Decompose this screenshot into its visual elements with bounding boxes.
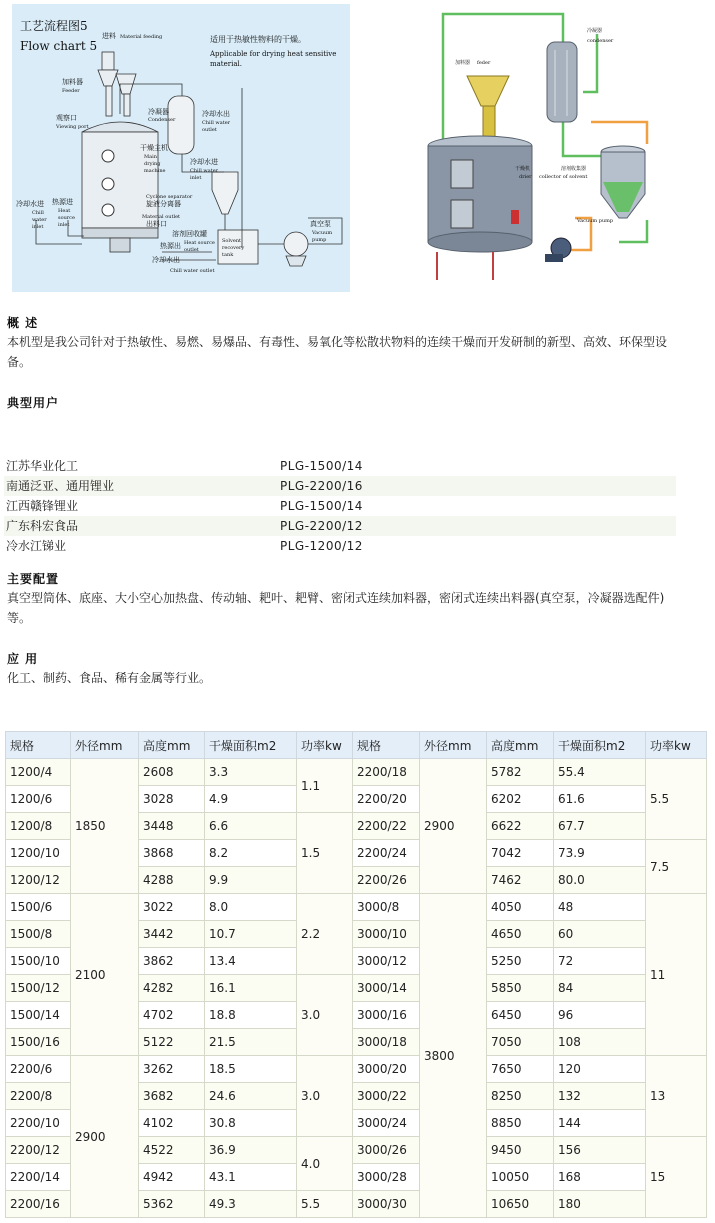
table-cell: 1500/8 [6,921,71,948]
table-cell: 180 [554,1191,646,1218]
table-cell: 3000/16 [353,1002,420,1029]
user-name: 南通泛亚、通用锂业 [6,479,115,493]
label-condenser-cn: 冷凝器 [148,108,169,116]
table-cell: 4282 [139,975,205,1002]
label-vacuum-cn: 真空泵 [310,220,331,228]
label-feed-cn: 进料 [102,32,116,40]
condenser-graphic [168,96,194,154]
label-chill-outlet2-en: Chill water outlet [170,268,215,274]
table-cell: 3868 [139,840,205,867]
table-cell: 1.1 [297,759,353,813]
table-cell: 6202 [487,786,554,813]
table-cell: 1500/14 [6,1002,71,1029]
table-cell: 2100 [71,894,139,1056]
user-model: PLG-2200/16 [280,479,363,493]
eq-condenser-cn: 冷凝器 [587,28,603,34]
table-cell: 4050 [487,894,554,921]
table-cell: 1200/6 [6,786,71,813]
table-cell: 1500/10 [6,948,71,975]
table-cell: 8850 [487,1110,554,1137]
table-cell: 96 [554,1002,646,1029]
config-text-line-1: 真空型筒体、底座、大小空心加热盘、传动轴、耙叶、耙臂、密闭式连续加料器，密闭式连续出料器(真空泵，冷凝器选配件) [7,591,665,605]
application-text: 化工、制药、食品、稀有金属等行业。 [7,671,212,685]
table-cell: 10050 [487,1164,554,1191]
drier-graphic-3d [428,136,532,280]
user-model: PLG-2200/12 [280,519,363,533]
overview-text [7,332,672,372]
table-cell: 18.5 [205,1056,297,1083]
vacuum-pump-graphic [284,232,308,266]
condenser-graphic-3d [547,42,577,122]
table-cell: 5850 [487,975,554,1002]
table-cell: 84 [554,975,646,1002]
table-cell: 132 [554,1083,646,1110]
flow-chart-diagram [12,4,350,292]
label-cyclone-en: Cyclone separator [146,194,193,200]
table-cell: 15 [646,1137,707,1218]
label-solvent-en-2: recovery [222,245,245,251]
table-cell: 2900 [420,759,487,894]
table-cell: 6622 [487,813,554,840]
col-header: 干燥面积m2 [554,732,646,759]
label-heat-inlet-en-3: inlet [58,222,70,228]
table-cell: 3442 [139,921,205,948]
overview-text-line-1: 本机型是我公司针对于热敏性、易燃、易爆品、有毒性、易氧化等松散状物料的连续干燥而开发研制的新型、高效、环保型设 [7,335,668,349]
table-cell: 2200/12 [6,1137,71,1164]
label-heat-source-outlet-en-1: Heat source [184,240,215,246]
table-cell: 7462 [487,867,554,894]
label-chill-outlet-en-2: outlet [202,127,217,133]
table-cell: 120 [554,1056,646,1083]
col-header: 外径mm [420,732,487,759]
flow-chart-desc-en-1: Applicable for drying heat sensitive [210,50,337,58]
label-chill-inlet-en-1: Chill water [190,168,219,174]
table-cell: 3028 [139,786,205,813]
label-left-chill-en-1: Chill [32,210,44,216]
table-cell: 3682 [139,1083,205,1110]
table-cell: 5782 [487,759,554,786]
table-cell: 3.0 [297,975,353,1056]
table-cell: 2200/10 [6,1110,71,1137]
table-cell: 3022 [139,894,205,921]
table-cell: 4522 [139,1137,205,1164]
spec-header-row [6,732,707,759]
table-cell: 1500/6 [6,894,71,921]
label-vacuum-en-2: pump [312,237,327,243]
table-cell: 30.8 [205,1110,297,1137]
label-chill-outlet-cn: 冷却水出 [202,110,230,118]
table-cell: 5362 [139,1191,205,1218]
table-cell: 2200/22 [353,813,420,840]
table-cell: 10650 [487,1191,554,1218]
label-main-en-2: drying [144,161,161,167]
table-cell: 144 [554,1110,646,1137]
table-cell: 80.0 [554,867,646,894]
col-header: 高度mm [487,732,554,759]
table-cell: 3000/8 [353,894,420,921]
table-cell: 3000/18 [353,1029,420,1056]
eq-condenser-en: condenser [587,38,614,44]
overview-text-line-2: 备。 [7,355,32,369]
table-cell: 3000/24 [353,1110,420,1137]
table-cell: 3000/10 [353,921,420,948]
table-cell: 8.2 [205,840,297,867]
label-heat-source-outlet-cn: 热源出 [160,242,181,250]
label-material-outlet-en: Material outlet [142,214,181,220]
overview-title: 概 述 [7,316,39,330]
label-main-en-1: Main [144,154,157,160]
table-row [6,759,707,786]
cyclone-graphic [212,172,238,214]
label-left-chill-cn: 冷却水进 [16,200,44,208]
feeder-graphic-3d [467,76,509,142]
table-cell: 3.0 [297,1056,353,1137]
table-cell: 3862 [139,948,205,975]
list-item [4,516,676,536]
table-cell: 36.9 [205,1137,297,1164]
table-cell: 4702 [139,1002,205,1029]
table-cell: 7050 [487,1029,554,1056]
flow-chart-desc-cn: 适用于热敏性物料的干燥。 [210,35,306,44]
label-chill-outlet-en-1: Chill water [202,120,231,126]
table-cell: 5122 [139,1029,205,1056]
typical-users-title: 典型用户 [7,396,60,410]
table-cell: 3.3 [205,759,297,786]
label-solvent-cn: 溶剂回收罐 [172,230,207,238]
table-cell: 2200/14 [6,1164,71,1191]
label-chill-outlet2-cn: 冷却水出 [152,256,180,264]
table-cell: 4.9 [205,786,297,813]
label-chill-inlet-en-2: inlet [190,175,202,181]
label-heat-source-outlet-en-2: outlet [184,247,199,253]
col-header: 规格 [353,732,420,759]
label-feeder-en: Feeder [62,88,80,94]
table-cell: 3262 [139,1056,205,1083]
label-viewing-port-en: Viewing port [56,124,89,130]
table-cell: 1200/12 [6,867,71,894]
user-name: 江苏华业化工 [6,459,79,473]
table-cell: 61.6 [554,786,646,813]
table-cell: 13.4 [205,948,297,975]
table-cell: 6450 [487,1002,554,1029]
table-row [6,1056,707,1083]
table-cell: 2608 [139,759,205,786]
list-item [4,536,676,556]
table-cell: 4650 [487,921,554,948]
table-cell: 11 [646,894,707,1056]
application-title: 应 用 [7,652,39,666]
list-item [4,456,676,476]
label-cyclone-cn: 旋液分离器 [146,200,181,208]
typical-users-list [4,456,676,556]
table-cell: 7650 [487,1056,554,1083]
table-cell: 3448 [139,813,205,840]
label-heat-inlet-en-2: source [58,215,75,221]
user-model: PLG-1200/12 [280,539,363,553]
table-cell: 2200/8 [6,1083,71,1110]
user-model: PLG-1500/14 [280,499,363,513]
table-cell: 3000/22 [353,1083,420,1110]
label-material-feeding: Material feeding [120,34,163,40]
flow-chart-title-en: Flow chart 5 [20,39,98,53]
table-cell: 3800 [420,894,487,1218]
table-cell: 2200/16 [6,1191,71,1218]
label-feeder-cn: 加料器 [62,78,83,86]
table-cell: 108 [554,1029,646,1056]
flow-chart-title-cn: 工艺流程图5 [20,19,88,33]
table-cell: 18.8 [205,1002,297,1029]
table-cell: 1500/12 [6,975,71,1002]
flow-chart-desc-en-2: material. [210,60,242,68]
label-chill-inlet-cn: 冷却水进 [190,158,218,166]
table-cell: 8250 [487,1083,554,1110]
label-solvent-en-3: tank [222,252,234,258]
table-cell: 49.3 [205,1191,297,1218]
vacuum-pump-graphic-3d [545,238,571,262]
table-cell: 60 [554,921,646,948]
table-cell: 3000/12 [353,948,420,975]
table-cell: 5.5 [646,759,707,840]
table-cell: 73.9 [554,840,646,867]
table-cell: 6.6 [205,813,297,840]
label-left-chill-en-2: water [32,217,47,223]
table-cell: 7.5 [646,840,707,894]
table-cell: 2200/20 [353,786,420,813]
table-cell: 2200/24 [353,840,420,867]
table-cell: 4102 [139,1110,205,1137]
table-cell: 7042 [487,840,554,867]
table-cell: 3000/28 [353,1164,420,1191]
eq-drier-cn: 干燥机 [515,166,531,172]
table-cell: 168 [554,1164,646,1191]
col-header: 高度mm [139,732,205,759]
user-model: PLG-1500/14 [280,459,363,473]
table-cell: 24.6 [205,1083,297,1110]
label-material-outlet-cn: 出料口 [146,220,167,228]
label-condenser-en: Condenser [148,117,176,123]
eq-feeder-en: feder [477,60,491,66]
table-cell: 16.1 [205,975,297,1002]
table-cell: 1200/4 [6,759,71,786]
table-cell: 2200/26 [353,867,420,894]
label-heat-inlet-cn: 热源进 [52,198,73,206]
main-dryer-graphic [82,122,158,252]
col-header: 外径mm [71,732,139,759]
collector-graphic-3d [601,146,645,218]
table-cell: 9450 [487,1137,554,1164]
user-name: 冷水江锑业 [6,539,67,553]
table-cell: 156 [554,1137,646,1164]
table-cell: 67.7 [554,813,646,840]
table-cell: 2900 [71,1056,139,1218]
table-cell: 4942 [139,1164,205,1191]
table-cell: 1200/8 [6,813,71,840]
config-text-line-2: 等。 [7,611,32,625]
list-item [4,496,676,516]
label-viewing-port-cn: 观察口 [56,114,77,122]
table-cell: 1.5 [297,813,353,894]
label-main-en-3: machine [144,168,166,174]
table-cell: 48 [554,894,646,921]
table-cell: 3000/26 [353,1137,420,1164]
table-cell: 21.5 [205,1029,297,1056]
table-cell: 1850 [71,759,139,894]
table-cell: 3000/20 [353,1056,420,1083]
eq-drier-en: drier [519,174,532,180]
table-cell: 5250 [487,948,554,975]
user-name: 江西赣锋锂业 [6,499,79,513]
table-cell: 4288 [139,867,205,894]
table-row [6,894,707,921]
eq-feeder-cn: 加料器 [455,60,471,66]
table-cell: 55.4 [554,759,646,786]
eq-collector-cn: 溶剂收集器 [561,166,587,172]
table-cell: 3000/14 [353,975,420,1002]
table-cell: 2200/18 [353,759,420,786]
col-header: 干燥面积m2 [205,732,297,759]
label-left-chill-en-3: inlet [32,224,44,230]
list-item [4,476,676,496]
col-header: 功率kw [297,732,353,759]
col-header: 规格 [6,732,71,759]
label-vacuum-en-1: Vacuum [312,230,333,236]
table-cell: 43.1 [205,1164,297,1191]
label-solvent-en-1: Solvent [222,238,242,244]
user-name: 广东科宏食品 [6,519,79,533]
eq-vacuum-en: Vacuum pump [577,218,614,224]
config-title: 主要配置 [7,572,60,586]
table-cell: 1200/10 [6,840,71,867]
table-cell: 5.5 [297,1191,353,1218]
table-cell: 1500/16 [6,1029,71,1056]
spec-table [5,731,707,1218]
table-cell: 8.0 [205,894,297,921]
eq-collector-en: collector of solvent [539,174,588,180]
table-cell: 2.2 [297,894,353,975]
table-cell: 13 [646,1056,707,1137]
equipment-illustration [415,6,690,290]
table-cell: 9.9 [205,867,297,894]
table-cell: 3000/30 [353,1191,420,1218]
table-cell: 72 [554,948,646,975]
col-header: 功率kw [646,732,707,759]
table-cell: 4.0 [297,1137,353,1191]
label-heat-inlet-en-1: Heat [58,208,71,214]
table-cell: 2200/6 [6,1056,71,1083]
config-text [7,588,672,628]
table-cell: 10.7 [205,921,297,948]
label-main-cn: 干燥主机 [140,144,168,152]
